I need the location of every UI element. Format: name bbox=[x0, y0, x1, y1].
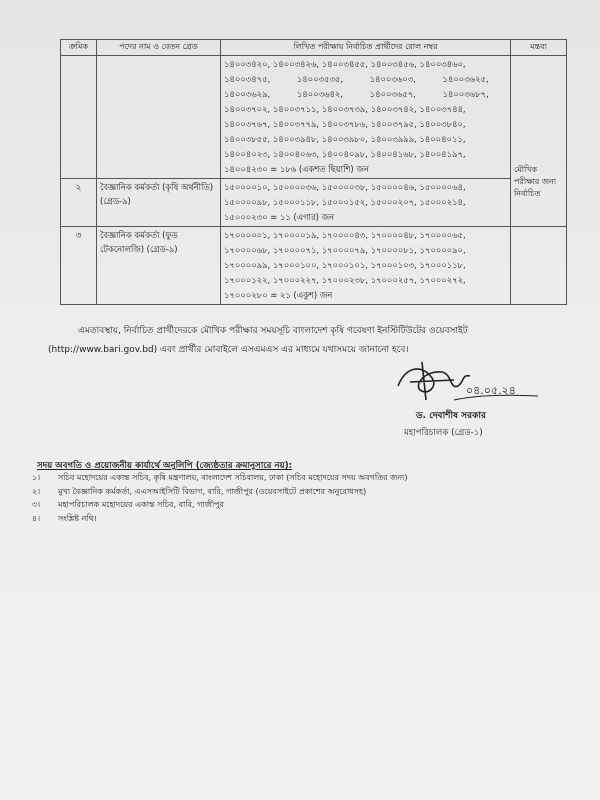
row-roll-numbers bbox=[221, 56, 511, 179]
table-row bbox=[61, 179, 567, 227]
roll-line: ১৪০০৩৮৫৫, ১৪০০৩৯৪৮, ১৪০০৩৯৮০, ১৪০০৩৯৯৯, ১৪০০৪০১১, bbox=[224, 134, 466, 144]
signature-date: ০৪.০৫.২৪ bbox=[466, 384, 516, 397]
list-item-number: ৩। bbox=[32, 500, 41, 509]
row-post: বৈজ্ঞানিক কর্মকর্তা (কৃষি অর্থনীতি) (গ্রেড-৯) bbox=[97, 179, 221, 227]
row-serial: ৩ bbox=[61, 227, 97, 305]
roll-line: ১৭০০০০৯৯, ১৭০০০১০০, ১৭০০০১০১, ১৭০০০১০৩, ১৭০০০১১৮, bbox=[224, 260, 466, 270]
list-item-number: ১। bbox=[32, 473, 41, 482]
table-row bbox=[61, 56, 567, 179]
roll-line: ১৫০০০০৯৮, ১৫০০০১১৮, ১৫০০০১৫২, ১৫০০০২০৭, ১৫০০০২১৪, bbox=[224, 197, 466, 207]
row-post: বৈজ্ঞানিক কর্মকর্তা (ফুড টেকনোলজি) (গ্রেড-৯) bbox=[97, 227, 221, 305]
list-item-text: মুখ্য বৈজ্ঞানিক কর্মকর্তা, এএসআইসিটি বিভাগ, বারি, গাজীপুর (ওয়েবসাইটে প্রকাশের অনুরোধসহ) bbox=[58, 486, 367, 496]
roll-line: ১৫০০০২৩০ = ১১ (এগার) জন bbox=[224, 212, 334, 222]
roll-line: ১৪০০৩৭০২, ১৪০০৩৭১১, ১৪০০৩৭৩৯, ১৪০০৩৭৪২, ১৪০০৩৭৪৪, bbox=[224, 104, 466, 114]
table-row bbox=[61, 227, 567, 305]
row-serial: ২ bbox=[61, 179, 97, 227]
roll-line: ১৭০০০০৬৮, ১৭০০০০৭১, ১৭০০০০৭৯, ১৭০০০০৮১, ১৭০০০০৯০, bbox=[224, 245, 466, 255]
row-remark-empty bbox=[511, 227, 567, 305]
table-header-row bbox=[61, 40, 567, 56]
list-item-number: ২। bbox=[32, 486, 41, 496]
copy-list-title: সদয় অবগতি ও প্রয়োজনীয় কার্যার্থে অনুলিপি (জ্যেষ্ঠতার ক্রমানুসারে নয়): bbox=[37, 461, 293, 471]
signer-designation: মহাপরিচালক (গ্রেড-১) bbox=[404, 428, 483, 438]
roll-line: ১৪০০৩৪২০, ১৪০০৩৪২৬, ১৪০০৩৪৫৫, ১৪০০৩৪৫৬, ১৪০০৩৪৬০, bbox=[224, 59, 466, 69]
roll-line: ১৪০০৩৪৭৫, ১৪০০৩৫৩৫, ১৪০০৩৬০৩, ১৪০০৩৬২৫, bbox=[224, 74, 489, 84]
list-item-text: সচিব মহোদয়ের একান্ত সচিব, কৃষি মন্ত্রণালয়, বাংলাদেশ সচিবালয়, ঢাকা (সচিব মহোদয়ের সদয় অবগতির জন্য) bbox=[58, 473, 408, 482]
roll-line: ১৪০০৩৬২৯, ১৪০০৩৬৪২, ১৪০০৩৬৫৭, ১৪০০৩৬৮৭, bbox=[224, 89, 489, 99]
row-roll-numbers bbox=[221, 179, 511, 227]
header-serial: ক্রমিক bbox=[61, 40, 97, 56]
notice-paragraph: এমতাবস্থায়, নির্বাচিত প্রার্থীদেরকে মৌখিক পরীক্ষার সময়সূচি বাংলাদেশ কৃষি গবেষণা ইনস্টিটিউটের ওয়েবসাইট (http://www.bari.gov.bd) এবং প্রার্থীর মোবাইলে এসএমএস এর মাধ্যমে যথাসময়ে জানানো হবে। bbox=[48, 326, 468, 355]
list-item bbox=[32, 486, 408, 500]
roll-line: ১৫০০০০১০, ১৫০০০০৩৬, ১৫০০০০৩৮, ১৫০০০০৪৬, ১৫০০০০৬৪, bbox=[224, 182, 466, 192]
roll-line: ১৭০০০২৮০ = ২১ (একুশ) জন bbox=[224, 290, 333, 300]
roll-line: ১৪০০৪০২৩, ১৪০০৪০৬৩, ১৪০০৪০৯৮, ১৪০০৪১৬৮, ১৪০০৪১৯৭, bbox=[224, 149, 466, 159]
roll-line: ১৭০০০০০১, ১৭০০০০১৯, ১৭০০০০৪৩, ১৭০০০০৪৮, ১৭০০০০৬৫, bbox=[224, 230, 466, 240]
copy-list bbox=[32, 472, 408, 526]
row-remark: মৌখিক পরীক্ষার জন্য নির্বাচিত bbox=[511, 56, 567, 227]
list-item-text: মহাপরিচালক মহোদয়ের একান্ত সচিব, বারি, গাজীপুর bbox=[58, 500, 224, 509]
list-item-text: সংশ্লিষ্ট নথি। bbox=[58, 513, 97, 523]
selected-candidates-table bbox=[60, 39, 567, 305]
list-item-number: ৪। bbox=[32, 513, 41, 523]
header-roll: লিখিত পরীক্ষায় নির্বাচিত প্রার্থীদের রোল নম্বর bbox=[221, 40, 511, 56]
roll-line: ১৭০০০১২২, ১৭০০০২২৭, ১৭০০০২৩৮, ১৭০০০২৫৭, ১৭০০০২৭২, bbox=[224, 275, 466, 285]
list-item bbox=[32, 472, 408, 486]
roll-line: ১৪০০৪২৩০ = ১৮৬ (একশত ছিয়াশি) জন bbox=[224, 164, 369, 174]
list-item bbox=[32, 499, 408, 513]
row-roll-numbers bbox=[221, 227, 511, 305]
row-serial bbox=[61, 56, 97, 179]
header-post: পদের নাম ও বেতন গ্রেড bbox=[97, 40, 221, 56]
row-post bbox=[97, 56, 221, 179]
header-remark: মন্তব্য bbox=[511, 40, 567, 56]
signer-name: ড. দেবাশীষ সরকার bbox=[416, 411, 486, 421]
list-item bbox=[32, 513, 408, 527]
roll-line: ১৪০০৩৭৬৭, ১৪০০৩৭৭৯, ১৪০০৩৭৮৬, ১৪০০৩৭৯৫, ১৪০০৩৮৪০, bbox=[224, 119, 466, 129]
